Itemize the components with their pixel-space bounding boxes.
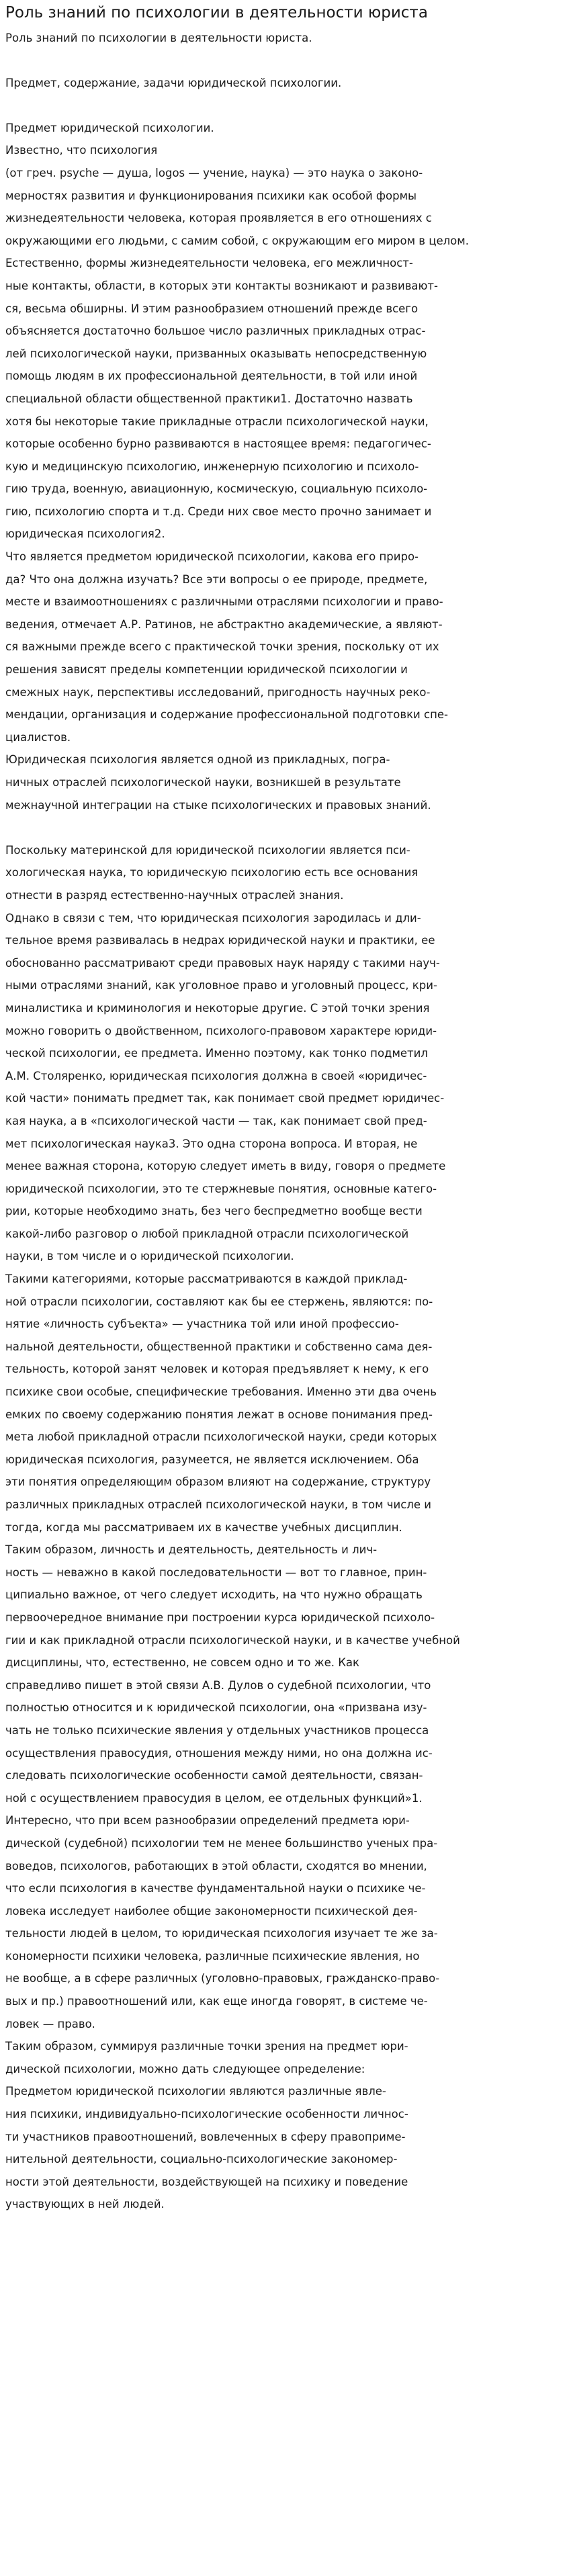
text-line: межнаучной интеграции на стыке психологических и правовых знаний. bbox=[5, 798, 431, 812]
text-line: решения зависят пределы компетенции юридической психологии и bbox=[5, 663, 408, 677]
text-line: науки, в том числе и о юридической психологии. bbox=[5, 1250, 294, 1263]
text-line bbox=[5, 94, 564, 117]
text-line: специальной области общественной практики1. Достаточно назвать bbox=[5, 392, 413, 405]
text-line: кая наука, а в «психологической части — так, как понимает свой пред- bbox=[5, 1114, 427, 1127]
text-line: Таким образом, суммируя различные точки зрения на предмет юри- bbox=[5, 2040, 408, 2053]
text-line: емких по своему содержанию понятия лежат в основе понимания пред- bbox=[5, 1408, 433, 1421]
text-line: Юридическая психология является одной из прикладных, погра- bbox=[5, 753, 390, 767]
text-line: нальной деятельности, общественной практики и собственно сама дея- bbox=[5, 1340, 433, 1353]
text-line: можно говорить о двойственном, психолого-правовом характере юриди- bbox=[5, 1024, 437, 1037]
text-line: гию, психологию спорта и т.д. Среди них свое место прочно занимает и bbox=[5, 505, 432, 518]
text-line: вых и пр.) правоотношений или, как еще иногда говорят, в системе че- bbox=[5, 1995, 428, 2008]
text-line: смежных наук, перспективы исследований, пригодность научных реко- bbox=[5, 685, 431, 699]
text-line: жизнедеятельности человека, которая проявляется в его отношениях с bbox=[5, 212, 432, 225]
text-line: ными отраслями знаний, как уголовное право и уголовный процесс, кри- bbox=[5, 979, 437, 992]
text-line: дической психологии, можно дать следующее определение: bbox=[5, 2062, 365, 2075]
text-line: циалистов. bbox=[5, 730, 71, 744]
text-line: мерностях развития и функционирования психики как особой формы bbox=[5, 189, 417, 202]
text-line: которые особенно бурно развиваются в настоящее время: педагогичес- bbox=[5, 437, 431, 451]
text-line: различных прикладных отраслей психологической науки, в том числе и bbox=[5, 1498, 431, 1511]
text-line: юридическая психология2. bbox=[5, 527, 165, 541]
text-line: юридической психологии, это те стержневые понятия, основные катего- bbox=[5, 1182, 437, 1195]
text-line: ния психики, индивидуально-психологические особенности личнос- bbox=[5, 2108, 408, 2121]
text-line: ность — неважно в какой последовательности — вот то главное, прин- bbox=[5, 1565, 427, 1579]
text-line: первоочередное внимание при построении курса юридической психоло- bbox=[5, 1611, 435, 1624]
text-line: осуществления правосудия, отношения между ними, но она должна ис- bbox=[5, 1746, 433, 1760]
text-line: (от греч. psyche — душа, logos — учение, наука) — это наука о законо- bbox=[5, 166, 423, 179]
text-line: что если психология в качестве фундаментальной науки о психике че- bbox=[5, 1882, 426, 1895]
text-line: Поскольку материнской для юридической психологии является пси- bbox=[5, 843, 410, 857]
text-line: ти участников правоотношений, вовлеченных в сферу правоприме- bbox=[5, 2130, 406, 2143]
text-line: Однако в связи с тем, что юридическая психология зародилась и дли- bbox=[5, 911, 421, 925]
text-line: ческой психологии, ее предмета. Именно поэтому, как тонко подметил bbox=[5, 1047, 428, 1060]
text-line: воведов, психологов, работающих в этой области, сходятся во мнении, bbox=[5, 1859, 427, 1873]
text-line: Предмет, содержание, задачи юридической психологии. bbox=[5, 76, 342, 89]
text-line: кую и медицинскую психологию, инженерную психологию и психоло- bbox=[5, 460, 419, 473]
text-line: Таким образом, личность и деятельность, деятельность и лич- bbox=[5, 1543, 378, 1557]
text-line: ные контакты, области, в которых эти контакты возникают и развивают- bbox=[5, 279, 438, 292]
text-line: участвующих в ней людей. bbox=[5, 2198, 165, 2211]
text-line: А.М. Столяренко, юридическая психология должна в своей «юридичес- bbox=[5, 1069, 427, 1082]
text-line: юридическая психология, разумеется, не является исключением. Оба bbox=[5, 1453, 419, 1466]
text-line: кономерности психики человека, различные психические явления, но bbox=[5, 1949, 420, 1963]
text-line: чать не только психические явления у отдельных участников процесса bbox=[5, 1723, 429, 1737]
text-line: менее важная сторона, которую следует иметь в виду, говоря о предмете bbox=[5, 1160, 446, 1173]
text-line: лей психологической науки, призванных оказывать непосредственную bbox=[5, 347, 427, 360]
text-line: ципиально важное, от чего следует исходить, на что нужно обращать bbox=[5, 1588, 423, 1602]
text-line: Известно, что психология bbox=[5, 144, 158, 157]
text-line: гию труда, военную, авиационную, космическую, социальную психоло- bbox=[5, 482, 428, 496]
text-line: обоснованно рассматривают среди правовых наук наряду с такими науч- bbox=[5, 956, 440, 970]
text-line: мет психологическая наука3. Это одна сторона вопроса. И вторая, не bbox=[5, 1137, 418, 1150]
text-line: тельное время развивалась в недрах юридической науки и практики, ее bbox=[5, 934, 435, 947]
text-line: окружающими его людьми, с самим собой, с окружающим его миром в целом. bbox=[5, 234, 469, 247]
text-line: какой-либо разговор о любой прикладной отрасли психологической bbox=[5, 1227, 409, 1240]
text-line: гии и как прикладной отрасли психологической науки, и в качестве учебной bbox=[5, 1633, 460, 1647]
text-line: нительной деятельности, социально-психологические закономер- bbox=[5, 2153, 398, 2166]
text-line: нятие «личность субъекта» — участника той или иной профессио- bbox=[5, 1318, 399, 1331]
text-line: отнести в разряд естественно-научных отраслей знания. bbox=[5, 888, 344, 902]
text-line: дисциплины, что, естественно, не совсем одно и то же. Как bbox=[5, 1656, 360, 1670]
text-line: да? Что она должна изучать? Все эти вопросы о ее природе, предмете, bbox=[5, 572, 428, 586]
text-line: ности этой деятельности, воздействующей на психику и поведение bbox=[5, 2175, 408, 2188]
text-line: тогда, когда мы рассматриваем их в качестве учебных дисциплин. bbox=[5, 1520, 402, 1534]
text-line: Предметом юридической психологии являются различные явле- bbox=[5, 2085, 386, 2098]
text-line: ничных отраслей психологической науки, возникшей в результате bbox=[5, 776, 401, 789]
text-line: справедливо пишет в этой связи А.В. Дулов о судебной психологии, что bbox=[5, 1678, 431, 1692]
text-line: ной с осуществлением правосудия в целом, ее отдельных функций»1. bbox=[5, 1791, 423, 1805]
text-line: следовать психологические особенности самой деятельности, связан- bbox=[5, 1769, 423, 1783]
text-line: дической (судебной) психологии тем не менее большинство ученых пра- bbox=[5, 1836, 438, 1850]
text-line: хологическая наука, то юридическую психологию есть все основания bbox=[5, 866, 419, 879]
text-line: ся, весьма обширны. И этим разнообразием отношений прежде всего bbox=[5, 302, 419, 315]
text-line: рии, которые необходимо знать, без чего беспредметно вообще вести bbox=[5, 1205, 423, 1218]
text-line: кой части» понимать предмет так, как понимает свой предмет юридичес- bbox=[5, 1092, 445, 1105]
text-line: ловека исследует наиболее общие закономерности психической дея- bbox=[5, 1904, 418, 1918]
text-line: Что является предметом юридической психологии, какова его приро- bbox=[5, 550, 419, 564]
text-line: мендации, организация и содержание профессиональной подготовки спе- bbox=[5, 708, 448, 722]
text-line bbox=[5, 816, 564, 839]
text-line: ся важными прежде всего с практической точки зрения, поскольку от их bbox=[5, 640, 439, 654]
page-title: Роль знаний по психологии в деятельности юриста bbox=[5, 4, 428, 22]
text-line: Интересно, что при всем разнообразии определений предмета юри- bbox=[5, 1814, 410, 1828]
text-line: миналистика и криминология и некоторые другие. С этой точки зрения bbox=[5, 1001, 430, 1015]
text-line: эти понятия определяющим образом влияют на содержание, структуру bbox=[5, 1475, 431, 1489]
text-line bbox=[5, 49, 564, 72]
text-line: ной отрасли психологии, составляют как бы ее стержень, являются: по- bbox=[5, 1295, 433, 1308]
document-subtitle: Роль знаний по психологии в деятельности юриста. bbox=[5, 32, 312, 44]
text-line: не вообще, а в сфере различных (уголовно-правовых, гражданско-право- bbox=[5, 1972, 440, 1985]
text-line: мета любой прикладной отрасли психологической науки, среди которых bbox=[5, 1430, 437, 1444]
text-line: Естественно, формы жизнедеятельности человека, его межличност- bbox=[5, 257, 413, 270]
text-line: Предмет юридической психологии. bbox=[5, 121, 214, 134]
text-line: психике свои особые, специфические требования. Именно эти два очень bbox=[5, 1385, 437, 1399]
text-line: месте и взаимоотношениях с различными отраслями психологии и право- bbox=[5, 595, 443, 609]
document-body bbox=[5, 49, 564, 2216]
text-line: тельности людей в целом, то юридическая психология изучает те же за- bbox=[5, 1927, 438, 1940]
text-line: ведения, отмечает А.Р. Ратинов, не абстрактно академические, а являют- bbox=[5, 617, 443, 631]
text-line: тельность, которой занят человек и которая предъявляет к нему, к его bbox=[5, 1363, 429, 1376]
text-line: помощь людям в их профессиональной деятельности, в той или иной bbox=[5, 370, 418, 383]
text-line: объясняется достаточно большое число различных прикладных отрас- bbox=[5, 325, 426, 338]
text-line: хотя бы некоторые такие прикладные отрасли психологической науки, bbox=[5, 415, 429, 428]
text-line: ловек — право. bbox=[5, 2017, 95, 2030]
text-line: полностью относится и к юридической психологии, она «призвана изу- bbox=[5, 1701, 427, 1715]
text-line: Такими категориями, которые рассматриваются в каждой приклад- bbox=[5, 1273, 408, 1286]
